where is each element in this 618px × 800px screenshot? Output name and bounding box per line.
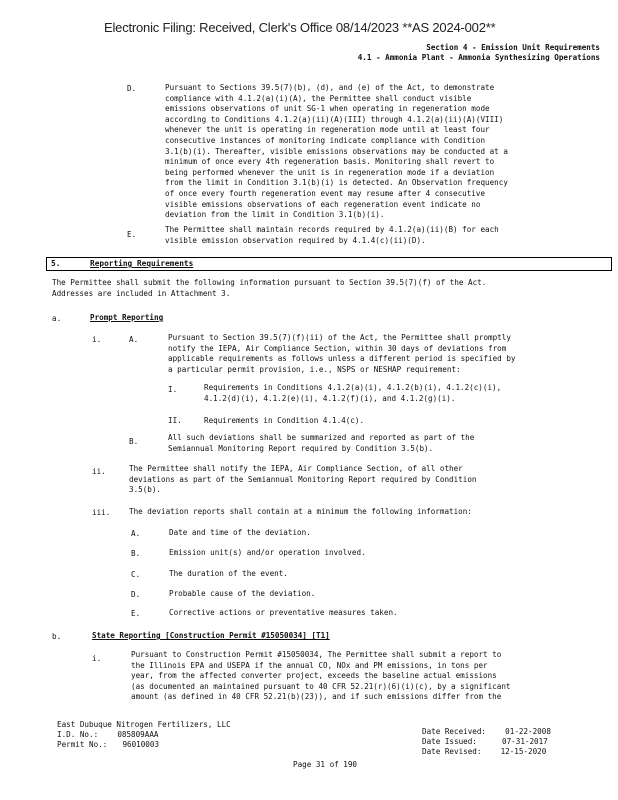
text-line: The Permittee shall submit the following information pursuant to Section 39.5(7)(f) of the Act. — [52, 278, 487, 287]
part-b-i-label: i. — [92, 654, 102, 663]
deviation-item-label: E. — [131, 609, 141, 618]
item-e-label: E. — [127, 230, 137, 239]
text-line: minimum of once every 4th regeneration basis. Monitoring shall revert to — [165, 157, 495, 167]
footer-right — [422, 727, 551, 756]
text-line: of once every fourth regeneration event may resume after 4 consecutive — [165, 188, 486, 198]
date-issued-row — [422, 737, 551, 747]
text-line: deviations as part of the Semiannual Monitoring Report required by Condition — [129, 474, 477, 484]
text-line: 3.5(b). — [129, 485, 162, 495]
text-line: Pursuant to Construction Permit #15050034, The Permittee shall submit a report to — [131, 650, 502, 659]
deviation-item-text: Probable cause of the deviation. — [169, 589, 316, 598]
part-a-i-A-II-label: II. — [168, 416, 182, 425]
part-a-i-label: i. — [92, 335, 102, 344]
page-number: Page 31 of 190 — [293, 760, 358, 769]
part-a-i-B-text — [168, 433, 474, 454]
part-a-ii-text — [129, 464, 476, 496]
company-name: East Dubuque Nitrogen Fertilizers, LLC — [57, 720, 231, 729]
deviation-item-label: B. — [131, 549, 141, 558]
date-received-label: Date Received: — [422, 727, 487, 736]
text-line: emissions observations of unit SG-1 when operating in regeneration mode — [165, 104, 490, 114]
section-5-intro — [52, 278, 486, 299]
part-a-i-B-label: B. — [129, 437, 139, 446]
deviation-item-text: Emission unit(s) and/or operation involved. — [169, 548, 366, 557]
subsection-header: 4.1 - Ammonia Plant - Ammonia Synthesizing Operations — [357, 53, 600, 62]
id-number-row — [57, 730, 231, 740]
text-line: Requirements in Conditions 4.1.2(a)(i), 4.1.2(b)(i), 4.1.2(c)(i), — [204, 383, 502, 392]
text-line: visible emission observation required by 4.1.4(c)(ii)(D). — [165, 235, 426, 245]
part-a-ii-label: ii. — [92, 467, 106, 476]
text-line: Pursuant to Sections 39.5(7)(b), (d), and (e) of the Act, to demonstrate — [165, 83, 495, 92]
date-revised-row — [422, 747, 551, 757]
text-line: consecutive instances of monitoring indicate compliance with Condition — [165, 135, 486, 145]
date-revised-value: 12-15-2020 — [500, 746, 547, 756]
part-a-i-A-I-label: I. — [168, 385, 178, 394]
date-revised-label: Date Revised: — [422, 746, 482, 756]
part-a-i-A-text — [168, 333, 515, 375]
deviation-item-text: The duration of the event. — [169, 569, 288, 578]
part-b-title: State Reporting [Construction Permit #15050034] [T1] — [92, 631, 330, 640]
footer-left — [57, 720, 231, 749]
part-a-iii-label: iii. — [92, 508, 111, 517]
text-line: The Permittee shall notify the IEPA, Air Compliance Section, of all other — [129, 464, 463, 473]
part-b-i-text — [131, 650, 510, 703]
section-5-title: Reporting Requirements — [90, 259, 194, 268]
part-a-title: Prompt Reporting — [90, 313, 164, 322]
deviation-item-text: Corrective actions or preventative measures taken. — [169, 608, 398, 617]
text-line: being performed whenever the unit is in regeneration mode if a deviation — [165, 167, 495, 177]
item-d-text — [165, 83, 508, 221]
text-line: compliance with 4.1.2(a)(i)(A), the Permittee shall conduct visible — [165, 93, 472, 103]
deviation-item-text: Date and time of the deviation. — [169, 528, 311, 537]
deviation-item-label: D. — [131, 590, 141, 599]
part-a-i-A-label: A. — [129, 335, 139, 344]
item-d-label: D. — [127, 84, 137, 93]
text-line: deviation from the limit in Condition 3.1(b)(i). — [165, 210, 385, 220]
section-header: Section 4 - Emission Unit Requirements — [426, 43, 600, 52]
text-line: 3.1(b)(i). Thereafter, visible emissions observations may be conducted at a — [165, 146, 508, 156]
text-line: a particular permit provision, i.e., NSPS or NESHAP requirement: — [168, 364, 461, 374]
deviation-item-label: C. — [131, 570, 141, 579]
section-5-number: 5. — [51, 259, 61, 268]
date-issued-label: Date Issued: — [422, 736, 477, 746]
part-a-i-A-I-text — [204, 383, 501, 404]
id-number-label: I.D. No.: — [57, 729, 99, 739]
item-e-text — [165, 225, 499, 246]
part-b-label: b. — [52, 632, 62, 641]
text-line: Semiannual Monitoring Report required by Condition 3.5(b). — [168, 443, 434, 453]
filing-stamp: Electronic Filing: Received, Clerk's Office 08/14/2023 **AS 2024-002** — [104, 20, 496, 35]
text-line: The Permittee shall maintain records required by 4.1.2(a)(ii)(B) for each — [165, 225, 499, 234]
part-a-i-A-II-text: Requirements in Condition 4.1.4(c). — [204, 416, 365, 425]
permit-number-label: Permit No.: — [57, 739, 108, 749]
text-line: from the limit in Condition 3.1(b)(i) is detected. An Observation frequency — [165, 178, 508, 188]
text-line: (as documented an maintained pursuant to 40 CFR 52.21(r)(6)(i)(c), by a significant — [131, 681, 511, 691]
text-line: Pursuant to Section 39.5(7)(f)(ii) of the Act, the Permittee shall promptly — [168, 333, 511, 342]
date-received-value: 01-22-2008 — [505, 727, 551, 736]
text-line: applicable requirements as follows unless a different period is specified by — [168, 354, 516, 364]
text-line: year, from the affected converter project, exceeds the baseline actual emissions — [131, 671, 497, 681]
text-line: notify the IEPA, Air Compliance Section, within 30 days of deviations from — [168, 343, 507, 353]
permit-number-value: 96010003 — [122, 739, 160, 749]
date-issued-value: 07-31-2017 — [502, 736, 548, 746]
permit-number-row — [57, 740, 231, 750]
date-received-row — [422, 727, 551, 737]
text-line: Addresses are included in Attachment 3. — [52, 288, 231, 298]
deviation-item-label: A. — [131, 529, 141, 538]
text-line: according to Conditions 4.1.2(a)(ii)(A)(III) through 4.1.2(a)(ii)(A)(VIII) — [165, 114, 504, 124]
text-line: amount (as defined in 40 CFR 52.21(b)(23)), and if such emissions differ from the — [131, 692, 502, 702]
text-line: visible emissions observations of each regeneration event indicate no — [165, 199, 481, 209]
part-a-iii-text: The deviation reports shall contain at a minimum the following information: — [129, 507, 472, 516]
text-line: All such deviations shall be summarized and reported as part of the — [168, 433, 475, 442]
part-a-label: a. — [52, 314, 62, 323]
id-number-value: 085809AAA — [117, 729, 159, 739]
text-line: the Illinois EPA and USEPA if the annual CO, NOx and PM emissions, in tons per — [131, 660, 488, 670]
text-line: 4.1.2(d)(i), 4.1.2(e)(i), 4.1.2(f)(i), and 4.1.2(g)(i). — [204, 393, 456, 403]
section-5-heading-box — [46, 257, 612, 271]
text-line: whenever the unit is operating in regeneration mode until at least four — [165, 125, 490, 135]
